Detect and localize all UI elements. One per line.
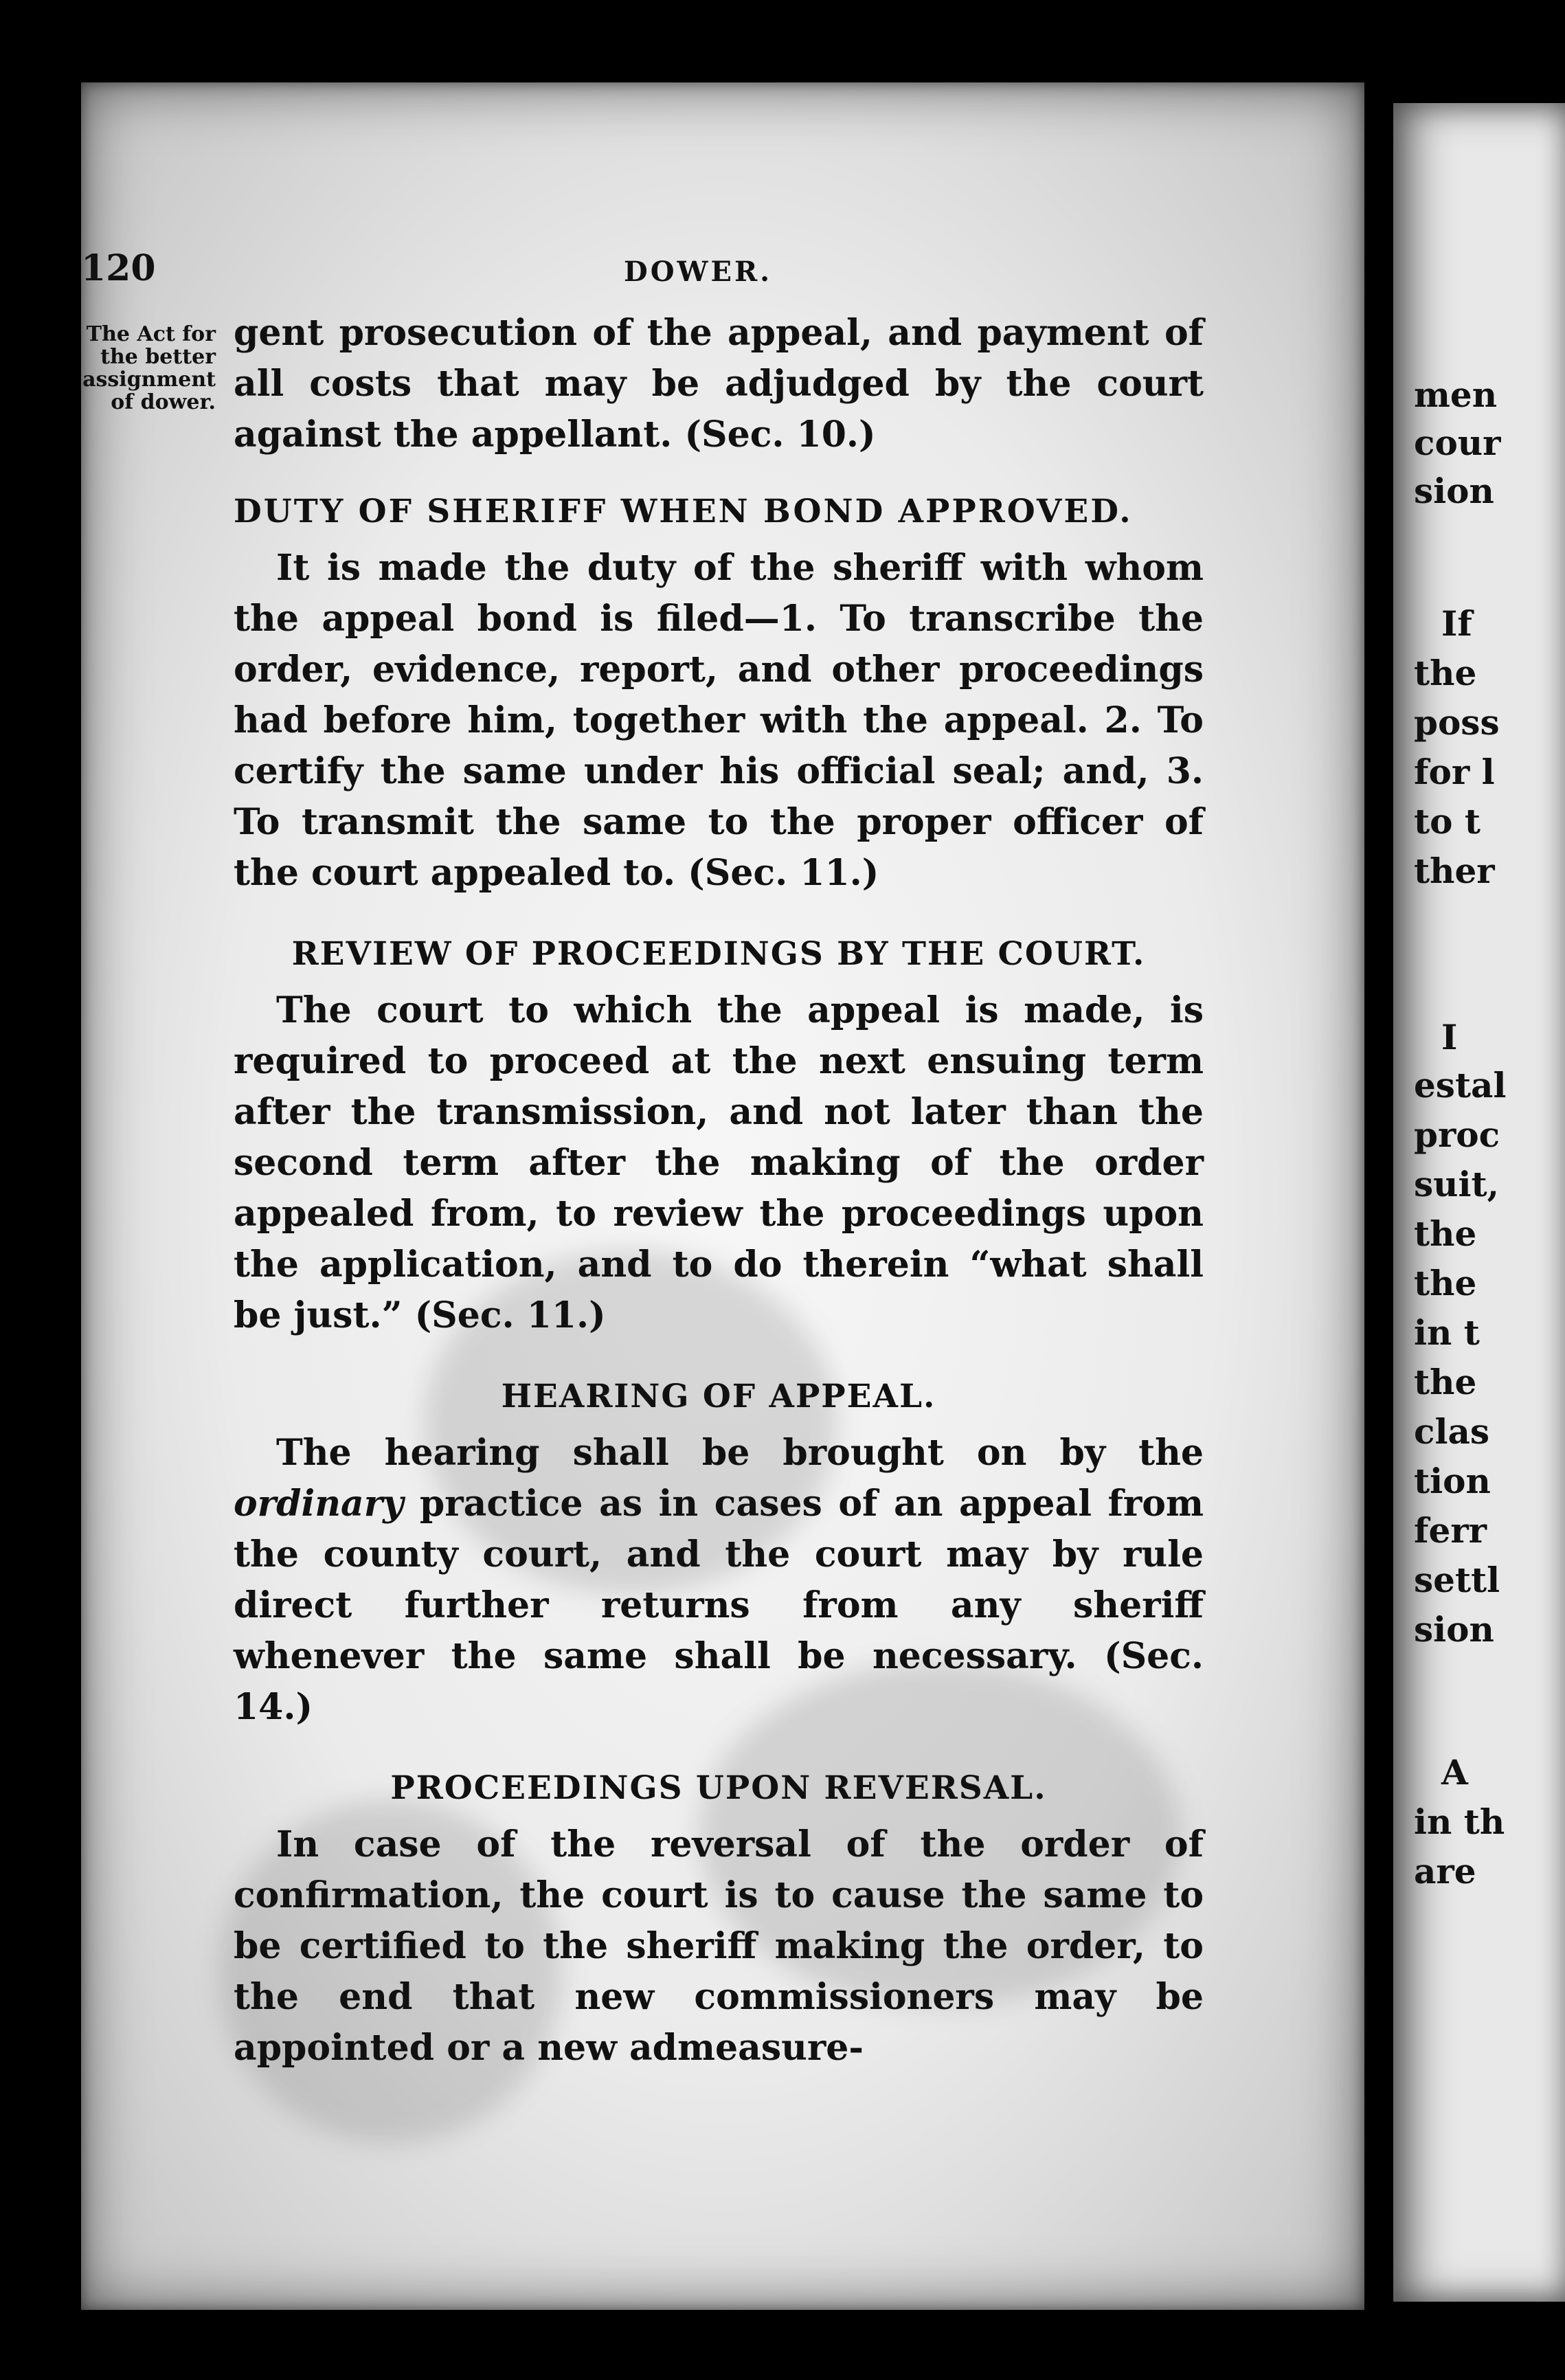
section-heading: HEARING OF APPEAL. bbox=[501, 1378, 936, 1415]
facing-fragment: settl bbox=[1414, 1560, 1500, 1600]
running-title: DOWER. bbox=[624, 256, 773, 288]
facing-fragment: cour bbox=[1414, 423, 1501, 463]
facing-fragment: sion bbox=[1414, 1609, 1494, 1650]
facing-fragment: are bbox=[1414, 1851, 1476, 1891]
section-paragraph: The court to which the appeal is made, is required to proceed at the next ensuing term after the transmission, and not later than the second term after the making of the order appealed from, to review the proceedings upon the application, and to do therein “what shall be just.” (Sec. 11.) bbox=[234, 989, 1204, 1336]
section-paragraph: It is made the duty of the sheriff with whom the appeal bond is filed—1. To transcribe the order, evidence, report, and other proceedings had before him, together with the appeal. 2. To certify the same under his official seal; and, 3. To transmit the same to the proper officer of the court appealed to. (Sec. 11.) bbox=[234, 547, 1204, 894]
facing-fragment: sion bbox=[1414, 471, 1494, 511]
italic-word: ordinary bbox=[234, 1483, 404, 1525]
facing-fragment: suit, bbox=[1414, 1164, 1499, 1204]
facing-fragment: If bbox=[1441, 603, 1472, 644]
book-gutter bbox=[1364, 69, 1393, 2336]
margin-note: The Act for the better assignment of dower. bbox=[82, 322, 216, 414]
facing-fragment: ther bbox=[1414, 851, 1495, 891]
facing-fragment: poss bbox=[1414, 702, 1500, 743]
body-text bbox=[234, 308, 1204, 2074]
facing-fragment: the bbox=[1414, 1362, 1477, 1402]
paragraph-text: The hearing shall be brought on by the bbox=[276, 1432, 1204, 1474]
facing-fragment: the bbox=[1414, 653, 1477, 693]
facing-page bbox=[1393, 103, 1565, 2302]
facing-fragment: men bbox=[1414, 374, 1498, 415]
section-paragraph bbox=[234, 1428, 1204, 1733]
facing-fragment: in t bbox=[1414, 1312, 1480, 1353]
facing-fragment: proc bbox=[1414, 1114, 1500, 1155]
facing-fragment: the bbox=[1414, 1263, 1477, 1303]
facing-fragment: in th bbox=[1414, 1801, 1505, 1842]
facing-fragment: A bbox=[1441, 1752, 1468, 1793]
facing-fragment: clas bbox=[1414, 1411, 1489, 1452]
section-paragraph: In case of the reversal of the order of confirmation, the court is to cause the same to be certified to the sheriff making the order, to the end that new commissioners may be appointed or a new admeasure- bbox=[234, 1823, 1204, 2069]
facing-fragment: for l bbox=[1414, 752, 1495, 792]
facing-fragment: tion bbox=[1414, 1461, 1491, 1501]
section-heading: DUTY OF SHERIFF WHEN BOND APPROVED. bbox=[234, 493, 1133, 530]
facing-fragment: ferr bbox=[1414, 1510, 1487, 1551]
facing-fragment: estal bbox=[1414, 1065, 1507, 1105]
facing-fragment: the bbox=[1414, 1213, 1477, 1254]
page-number: 120 bbox=[81, 247, 156, 289]
paragraph-text: practice as in cases of an appeal from the county court, and the court may by rule direct further returns from any sheriff whenever the same shall be necessary. (Sec. 14.) bbox=[234, 1483, 1204, 1728]
section-heading: PROCEEDINGS UPON REVERSAL. bbox=[390, 1769, 1047, 1807]
facing-fragment: I bbox=[1441, 1017, 1458, 1057]
running-head bbox=[81, 247, 1215, 309]
facing-fragment: to t bbox=[1414, 801, 1480, 842]
opening-paragraph: gent prosecution of the appeal, and payment of all costs that may be adjudged by the court against the appellant. (Sec. 10.) bbox=[234, 312, 1204, 456]
section-heading: REVIEW OF PROCEEDINGS BY THE COURT. bbox=[291, 935, 1146, 973]
